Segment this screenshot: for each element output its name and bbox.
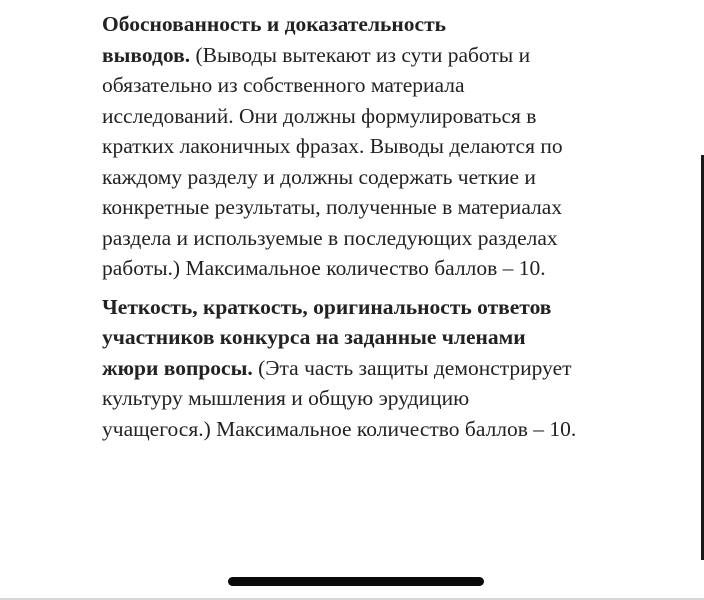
body-text: кратких лаконичных фразах. Выводы делаются по [102, 134, 563, 158]
bold-text: жюри вопросы. [102, 355, 253, 380]
text-line [102, 353, 682, 384]
text-line [102, 192, 682, 223]
text-line [102, 70, 682, 101]
text-line [102, 40, 682, 71]
text-line [102, 383, 682, 414]
bold-text: Четкость, краткость, оригинальность ответов [102, 294, 552, 319]
body-text: учащегося.) Максимальное количество баллов – 10. [102, 416, 577, 441]
document-text [102, 9, 682, 444]
body-text: каждому разделу и должны содержать четкие и [102, 164, 536, 189]
text-line [102, 292, 682, 323]
body-text: раздела и используемые в последующих разделах [102, 225, 558, 250]
text-line [102, 101, 682, 132]
body-text: обязательно из собственного материала [102, 73, 465, 97]
text-line [102, 223, 682, 254]
text-line [102, 9, 682, 40]
paragraph [102, 292, 682, 445]
text-line [102, 322, 682, 353]
body-text: (Выводы вытекают из сути работы и [190, 42, 531, 67]
body-text: культуру мышления и общую эрудицию [102, 386, 470, 410]
body-text: (Эта часть защиты демонстрирует [252, 355, 572, 380]
text-line [102, 414, 682, 445]
body-text: конкретные результаты, полученные в материалах [102, 195, 563, 219]
text-line [102, 253, 682, 284]
home-indicator-bar[interactable] [228, 577, 484, 586]
body-text: работы.) Максимальное количество баллов – 10. [102, 256, 546, 280]
bold-text: Обоснованность и доказательность [102, 12, 446, 36]
text-line [102, 131, 682, 162]
body-text: исследований. Они должны формулироваться в [102, 103, 537, 128]
paragraph [102, 9, 682, 284]
bold-text: выводов. [102, 42, 191, 67]
bold-text: участников конкурса на заданные членами [102, 325, 526, 349]
text-line [102, 162, 682, 193]
